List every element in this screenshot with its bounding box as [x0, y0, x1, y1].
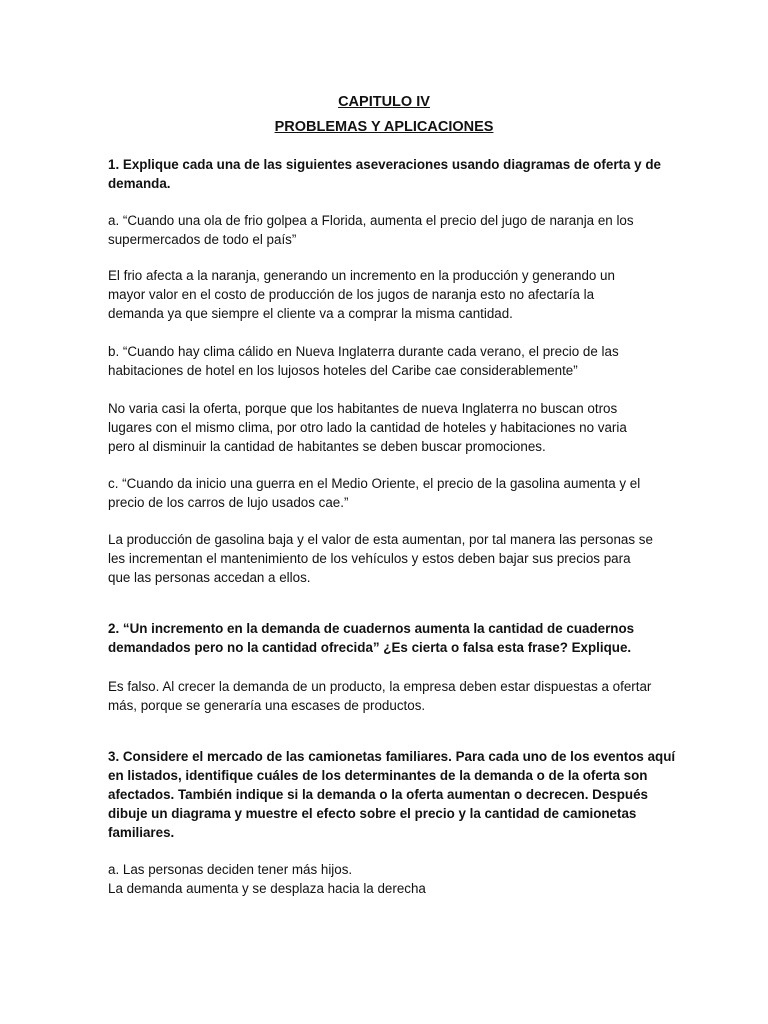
- statement-line: precio de los carros de lujo usados cae.”: [108, 495, 349, 510]
- question-1b-statement: [108, 342, 668, 380]
- question-3a-line: La demanda aumenta y se desplaza hacia la derecha: [108, 881, 426, 896]
- question-2-answer: [108, 677, 668, 715]
- answer-line: que las personas accedan a ellos.: [108, 570, 311, 585]
- question-3-line: en listados, identifique cuáles de los determinantes de la demanda o de la oferta son: [108, 768, 648, 783]
- section-title: PROBLEMAS Y APLICACIONES: [274, 119, 494, 135]
- question-3-line: familiares.: [108, 825, 175, 840]
- answer-line: demanda ya que siempre el cliente va a comprar la misma cantidad.: [108, 306, 513, 321]
- question-2-line: demandados pero no la cantidad ofrecida” ¿Es cierta o falsa esta frase? Explique.: [108, 640, 632, 655]
- question-1: [108, 155, 668, 193]
- question-1b-answer: [108, 399, 668, 456]
- answer-line: Es falso. Al crecer la demanda de un producto, la empresa deben estar dispuestas a ofertar: [108, 679, 652, 694]
- answer-line: No varia casi la oferta, porque que los habitantes de nueva Inglaterra no buscan otros: [108, 401, 618, 416]
- answer-line: El frio afecta a la naranja, generando un incremento en la producción y generando un: [108, 268, 615, 283]
- answer-line: mayor valor en el costo de producción de los jugos de naranja esto no afectaría la: [108, 287, 595, 302]
- statement-line: supermercados de todo el país”: [108, 232, 297, 247]
- question-3a-line: a. Las personas deciden tener más hijos.: [108, 862, 353, 877]
- answer-line: lugares con el mismo clima, por otro lado la cantidad de hoteles y habitaciones no varia: [108, 420, 627, 435]
- statement-line: habitaciones de hotel en los lujosos hoteles del Caribe cae considerablemente”: [108, 363, 578, 378]
- chapter-title: CAPITULO IV: [338, 94, 430, 110]
- question-1-line: 1. Explique cada una de las siguientes aseveraciones usando diagramas de oferta y de: [108, 157, 661, 172]
- question-1c-statement: [108, 474, 668, 512]
- question-2-line: 2. “Un incremento en la demanda de cuadernos aumenta la cantidad de cuadernos: [108, 621, 635, 636]
- answer-line: les incrementan el mantenimiento de los vehículos y estos deben bajar sus precios para: [108, 551, 631, 566]
- answer-line: más, porque se generaría una escases de productos.: [108, 698, 426, 713]
- question-1a-answer: [108, 266, 668, 323]
- question-3a: [108, 860, 668, 898]
- question-3-line: afectados. También indique si la demanda o la oferta aumentan o decrecen. Después: [108, 787, 648, 802]
- question-3: [108, 747, 676, 842]
- question-1c-answer: [108, 530, 668, 587]
- question-3-line: 3. Considere el mercado de las camionetas familiares. Para cada uno de los eventos aquí: [108, 749, 676, 764]
- question-1-line: demanda.: [108, 176, 171, 191]
- question-2: [108, 619, 668, 657]
- answer-line: La producción de gasolina baja y el valor de esta aumentan, por tal manera las personas se: [108, 532, 653, 547]
- answer-line: pero al disminuir la cantidad de habitantes se deben buscar promociones.: [108, 439, 546, 454]
- statement-line: c. “Cuando da inicio una guerra en el Medio Oriente, el precio de la gasolina aumenta y el: [108, 476, 641, 491]
- statement-line: a. “Cuando una ola de frio golpea a Florida, aumenta el precio del jugo de naranja en los: [108, 213, 634, 228]
- statement-line: b. “Cuando hay clima cálido en Nueva Inglaterra durante cada verano, el precio de las: [108, 344, 619, 359]
- question-1a-statement: [108, 211, 668, 249]
- question-3-line: dibuje un diagrama y muestre el efecto sobre el precio y la cantidad de camionetas: [108, 806, 637, 821]
